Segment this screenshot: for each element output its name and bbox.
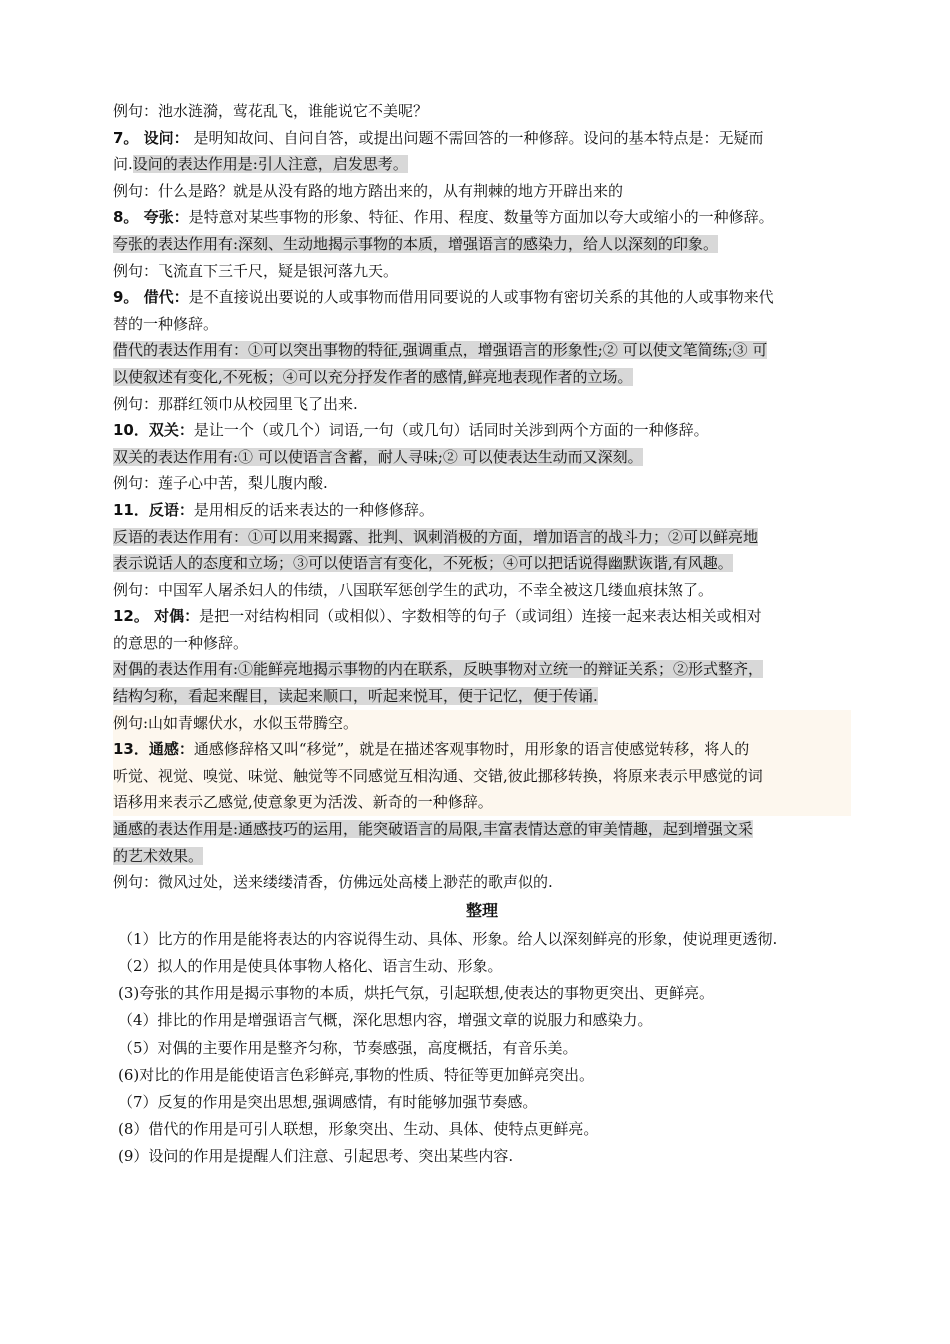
- summary-item: （7）反复的作用是突出思想,强调感情，有时能够加强节奏感。: [118, 1092, 538, 1111]
- line-text: 例句:山如青螺伏水，水似玉带腾空。: [113, 713, 359, 732]
- line-text: 问.: [113, 155, 133, 174]
- line-text: 例句：莲子心中苦，梨儿腹内酸.: [113, 474, 328, 493]
- text-line: [113, 524, 851, 551]
- text-line: [113, 178, 851, 205]
- text-line: [113, 364, 851, 391]
- term-definition: 是明知故问、自问自答，或提出问题不需回答的一种修辞。设问的基本特点是：无疑而: [188, 128, 764, 147]
- term-definition: 通感修辞格又叫“移觉”，就是在描述客观事物时，用形象的语言使感觉转移，将人的: [193, 740, 750, 759]
- text-line: [113, 683, 851, 710]
- term-heading: 11．反语：: [113, 500, 194, 519]
- highlighted-text: 表示说话人的态度和立场；③可以使语言有变化，不死板；④可以把话说得幽默诙谐,有风趣。: [113, 554, 733, 573]
- highlighted-text: 结构匀称，看起来醒目，读起来顺口，听起来悦耳，便于记忆，便于传诵.: [113, 687, 598, 706]
- line-text: 例句：池水涟漪，莺花乱飞，谁能说它不美呢？: [113, 102, 429, 120]
- text-line: [113, 869, 851, 896]
- line-text: 例句：中国军人屠杀妇人的伟绩，八国联军惩创学生的武功，不幸全被这几缕血痕抹煞了。: [113, 580, 714, 599]
- document-page: [113, 98, 851, 1171]
- highlighted-text: 对偶的表达作用有:①能鲜亮地揭示事物的内在联系，反映事物对立统一的辩证关系；②形式整齐，: [113, 660, 764, 679]
- text-line: [113, 444, 851, 471]
- summary-item: （2）拟人的作用是使具体事物人格化、语言生动、形象。: [118, 957, 503, 975]
- text-line: [113, 763, 851, 790]
- text-line: [113, 710, 851, 737]
- text-line: [113, 656, 851, 683]
- line-text: 例句：微风过处，送来缕缕清香，仿佛远处高楼上渺茫的歌声似的.: [113, 873, 553, 892]
- highlighted-text: 借代的表达作用有：①可以突出事物的特征,强调重点，增强语言的形象性;② 可以使文笔简练;③ 可: [113, 341, 768, 360]
- text-line: [113, 151, 851, 178]
- summary-item: (3)夸张的其作用是揭示事物的本质，烘托气氛，引起联想,使表达的事物更突出、更鲜亮。: [118, 984, 715, 1003]
- highlighted-text: 的艺术效果。: [113, 846, 204, 865]
- term-definition: 是不直接说出要说的人或事物而借用同要说的人或事物有密切关系的其他的人或事物来代: [188, 288, 774, 307]
- text-line: [113, 816, 851, 843]
- text-line: [113, 577, 851, 604]
- term-heading: 7。 设问：: [113, 128, 189, 147]
- text-line: [113, 843, 851, 870]
- line-text: 听觉、视觉、嗅觉、味觉、触觉等不同感觉互相沟通、交错,彼此挪移转换，将原来表示甲感觉的词: [113, 766, 763, 785]
- summary-list: [118, 926, 851, 1171]
- text-line: [113, 736, 851, 763]
- text-line: [113, 550, 851, 577]
- text-line: [113, 603, 851, 630]
- term-definition: 是让一个（或几个）词语,一句（或几句）话同时关涉到两个方面的一种修辞。: [193, 421, 709, 440]
- summary-item: （1）比方的作用是能将表达的内容说得生动、具体、形象。给人以深刻鲜亮的形象，使说理更透彻.: [118, 929, 778, 948]
- summary-item: （5）对偶的主要作用是整齐匀称，节奏感强，高度概括，有音乐美。: [118, 1038, 578, 1057]
- text-line: [113, 497, 851, 524]
- text-line: [113, 204, 851, 231]
- summary-title: 整理: [465, 900, 498, 920]
- line-text: 例句：飞流直下三千尺，疑是银河落九天。: [113, 261, 399, 280]
- highlighted-text: 以使叙述有变化,不死板；④可以充分抒发作者的感情,鲜亮地表现作者的立场。: [113, 367, 633, 386]
- highlighted-text: 双关的表达作用有:① 可以使语言含蓄，耐人寻味;② 可以使表达生动而又深刻。: [113, 447, 643, 466]
- text-line: [113, 417, 851, 444]
- text-line: [113, 98, 851, 125]
- summary-item: （4）排比的作用是增强语言气概，深化思想内容，增强文章的说服力和感染力。: [118, 1011, 653, 1030]
- text-line: [113, 337, 851, 364]
- summary-item: (6)对比的作用是能使语言色彩鲜亮,事物的性质、特征等更加鲜亮突出。: [118, 1065, 595, 1084]
- line-text: 的意思的一种修辞。: [113, 633, 249, 652]
- highlighted-text: 设问的表达作用是:引人注意，启发思考。: [132, 155, 408, 174]
- text-line: [113, 284, 851, 311]
- term-heading: 10．双关：: [113, 421, 194, 440]
- term-heading: 8。 夸张：: [113, 208, 189, 227]
- text-line: [113, 470, 851, 497]
- term-heading: 9。 借代：: [113, 288, 189, 307]
- text-line: [113, 258, 851, 285]
- term-heading: 13．通感：: [113, 740, 194, 759]
- text-line: [113, 391, 851, 418]
- text-line: [113, 630, 851, 657]
- highlighted-text: 夸张的表达作用有:深刻、生动地揭示事物的本质，增强语言的感染力，给人以深刻的印象。: [113, 234, 719, 253]
- line-text: 语移用来表示乙感觉,使意象更为活泼、新奇的一种修辞。: [113, 793, 493, 812]
- rhetoric-section: [113, 98, 851, 896]
- summary-item: (9）设问的作用是提醒人们注意、引起思考、突出某些内容.: [118, 1147, 514, 1166]
- line-text: 替的一种修辞。: [113, 314, 219, 333]
- text-line: [113, 311, 851, 338]
- highlighted-text: 反语的表达作用有：①可以用来揭露、批判、讽刺消极的方面，增加语言的战斗力；②可以鲜亮地: [113, 527, 759, 546]
- highlighted-text: 通感的表达作用是:通感技巧的运用，能突破语言的局限,丰富表情达意的审美情趣，起到增强文采: [113, 820, 753, 839]
- term-definition: 是用相反的话来表达的一种修修辞。: [193, 500, 434, 519]
- term-heading: 12。 对偶：: [113, 607, 200, 626]
- text-line: [113, 789, 851, 816]
- line-text: 例句：什么是路？就是从没有路的地方踏出来的，从有荆棘的地方开辟出来的: [113, 181, 624, 200]
- term-definition: 是特意对某些事物的形象、特征、作用、程度、数量等方面加以夸大或缩小的一种修辞。: [188, 208, 774, 227]
- line-text: 例句：那群红领巾从校园里飞了出来.: [113, 394, 358, 413]
- summary-item: (8）借代的作用是可引人联想，形象突出、生动、具体、使特点更鲜亮。: [118, 1120, 599, 1139]
- text-line: [113, 231, 851, 258]
- term-definition: 是把一对结构相同（或相似）、字数相等的句子（或词组）连接一起来表达相关或相对: [199, 607, 762, 626]
- text-line: [113, 125, 851, 152]
